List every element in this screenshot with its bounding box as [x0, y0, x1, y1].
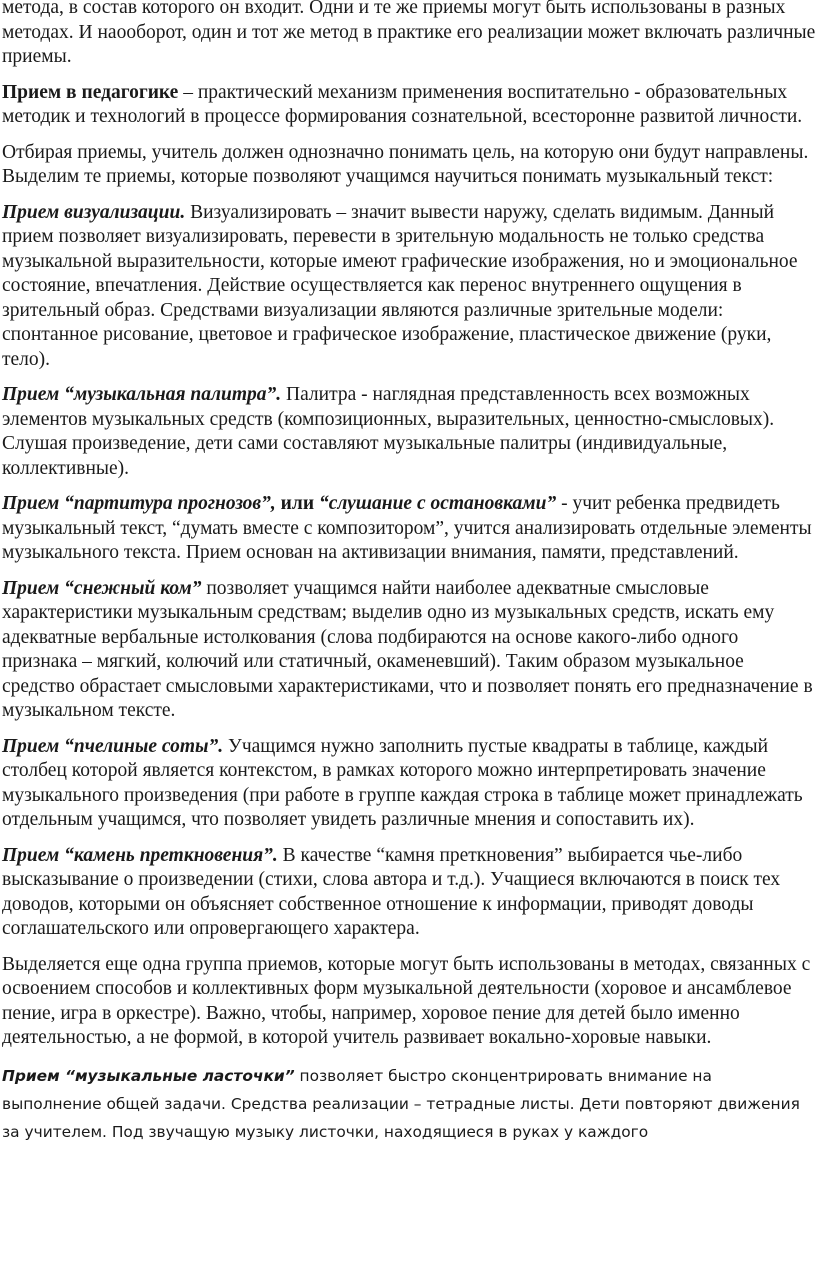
- term-honeycomb: Прием “пчелиные соты”.: [2, 735, 224, 757]
- paragraph-selection-intro: [2, 141, 816, 190]
- term-visualization: Прием визуализации.: [2, 201, 186, 223]
- term-forecast-score: Прием “партитура прогнозов”,: [2, 493, 276, 514]
- paragraph-text: Палитра - наглядная представленность всех возможных элементов музыкальных средств (композиционных, выразительных, ценностно-смысловых). Слушая произведение, дети сами составляют музыкальные палитры (индивидуальные, коллективные).: [2, 384, 775, 479]
- paragraph-stumbling-block: [2, 844, 816, 942]
- paragraph-text: метода, в состав которого он входит. Одни и те же приемы могут быть использованы в разных методах. И наооборот, один и тот же метод в практике его реализации может включать различные приемы.: [2, 0, 816, 67]
- paragraph-text: - учит ребенка предвидеть музыкальный текст, “думать вместе с композитором”, учится анализировать отдельные элементы музыкального текста. Прием основан на активизации внимания, памяти, представлений.: [2, 493, 812, 563]
- paragraph-text: Учащимся нужно заполнить пустые квадраты в таблице, каждый столбец которой является контекстом, в рамках которого можно интерпретировать значение музыкального произведения (при работе в группе каждая строка в таблице может принадлежать отдельным учащимся, что позволяет увидеть различные мнения и сопоставить их).: [2, 735, 803, 830]
- paragraph-text: Выделяется еще одна группа приемов, которые могут быть использованы в методах, связанных с освоением способов и коллективных форм музыкальной деятельности (хоровое и ансамблевое пение, игра в оркестре). Важно, чтобы, например, хоровое пение для детей было именно деятельностью, а не формой, в которой учитель развивает вокально-хоровые навыки.: [2, 953, 811, 1048]
- paragraph-method-continuation: [2, 0, 816, 70]
- paragraph-forecast-score: [2, 492, 816, 566]
- paragraph-text: В качестве “камня преткновения” выбирается чье-либо высказывание о произведении (стихи, слова автора и т.д.). Учащиеся включаются в поиск тех доводов, которыми он объясняет собственное отношение к информации, приводят доводы соглашательского или опровергающего характера.: [2, 844, 781, 939]
- term-listening-with-stops: “слушание с остановками”: [318, 493, 557, 514]
- paragraph-text: – практический механизм применения воспитательно - образовательных методик и технологий в процессе формирования сознательной, всесторонне развитой личности.: [2, 81, 803, 127]
- term-musical-palette: Прием “музыкальная палитра”.: [2, 384, 282, 405]
- paragraph-text: Визуализировать – значит вывести наружу, сделать видимым. Данный прием позволяет визуализировать, перевести в зрительную модальность не только средства музыкальной выразительности, которые имеют графические изображения, но и эмоциональное состояние, впечатления. Действие осуществляется как перенос внутреннего ощущения в зрительный образ. Средствами визуализации являются различные зрительные модели: спонтанное рисование, цветовое и графическое изображение, пластическое движение (руки, тело).: [2, 201, 798, 370]
- paragraph-technique-definition: [2, 81, 816, 130]
- paragraph-musical-swallows: [2, 1062, 816, 1146]
- paragraph-snowball: [2, 577, 816, 724]
- term-technique-in-pedagogy: Прием в педагогике: [2, 81, 179, 103]
- paragraph-honeycomb: [2, 735, 816, 833]
- term-stumbling-block: Прием “камень преткновения”.: [2, 844, 278, 866]
- paragraph-group-techniques: [2, 953, 816, 1051]
- conjunction-or: или: [275, 493, 319, 514]
- term-musical-swallows: Прием “музыкальные ласточки”: [2, 1066, 295, 1085]
- paragraph-text: позволяет быстро сконцентрировать внимание на выполнение общей задачи. Средства реализации – тетрадные листы. Дети повторяют движения за учителем. Под звучащую музыку листочки, находящиеся в руках у каждого: [2, 1066, 800, 1141]
- paragraph-visualization: [2, 201, 816, 373]
- paragraph-text: позволяет учащимся найти наиболее адекватные смысловые характеристики музыкальным средствам; выделив одно из музыкальных средств, искать ему адекватные вербальные истолкования (слова подбираются на основе какого-либо одного признака – мягкий, колючий или статичный, окаменевший). Таким образом музыкальное средство обрастает смысловыми характеристиками, что и позволяет понять его предназначение в музыкальном тексте.: [2, 577, 813, 721]
- paragraph-musical-palette: [2, 383, 816, 481]
- paragraph-text: Отбирая приемы, учитель должен однозначно понимать цель, на которую они будут направлены. Выделим те приемы, которые позволяют учащимся научиться понимать музыкальный текст:: [2, 141, 809, 187]
- term-snowball: Прием “снежный ком”: [2, 577, 202, 599]
